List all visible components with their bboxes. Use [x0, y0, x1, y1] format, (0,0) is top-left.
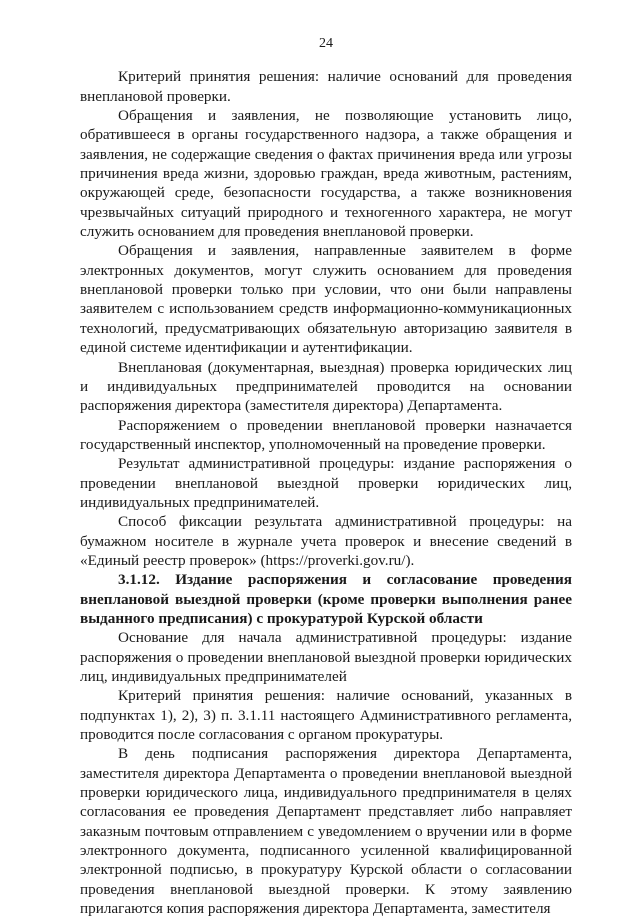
paragraph-procedure-result: Результат административной процедуры: издание распоряжения о проведении внеплановой выездной проверки юридических лиц, индивидуальных предпринимателей. [80, 455, 572, 511]
paragraph-anonymous-appeals: Обращения и заявления, не позволяющие установить лицо, обратившееся в органы государственного надзора, а также обращения и заявления, не содержащие сведения о фактах причинения вреда или угрозы причинения вреда жизни, здоровью граждан, вреда животным, растениям, окружающей среде, безопасности государства, а также возникновения чрезвычайных ситуаций природного и техногенного характера, не могут служить основанием для проведения внеплановой проверки. [80, 107, 572, 241]
section-heading: 3.1.12. Издание распоряжения и согласование проведения внеплановой выездной проверки (кроме проверки выполнения ранее выданного предписания) с прокуратурой Курской области [80, 571, 572, 627]
paragraph-decision-criterion: Критерий принятия решения: наличие оснований для проведения внеплановой проверки. [80, 68, 572, 105]
paragraph-decision-criterion-2: Критерий принятия решения: наличие оснований, указанных в подпунктах 1), 2), 3) п. 3.1.11 настоящего Административного регламента, проводится после согласования с органом прокуратуры. [80, 687, 572, 744]
paragraph-approval-submission: В день подписания распоряжения директора Департамента, заместителя директора Департамента о проведении внеплановой выездной проверки юридического лица, индивидуального предпринимателя в целях согласования ее проведения Департамент представляет либо направляет заказным почтовым отправлением с уведомлением о вручении или в форме электронного документа, подписанного усиленной квалифицированной электронной подписью, в прокуратуру Курской области о согласовании проведения внеплановой выездной проверки. К этому заявлению прилагаются копия распоряжения директора Департамента, заместителя [80, 745, 572, 918]
page-number: 24 [319, 36, 333, 51]
paragraph-inspector-appointment: Распоряжением о проведении внеплановой проверки назначается государственный инспектор, уполномоченный на проведение проверки. [80, 416, 572, 453]
paragraph-procedure-basis: Основание для начала административной процедуры: издание распоряжения о проведении внеплановой выездной проверки юридических лиц, индивидуальных предпринимателей [80, 629, 572, 685]
paragraph-unscheduled-inspection: Внеплановая (документарная, выездная) проверка юридических лиц и индивидуальных предпринимателей проводится на основании распоряжения директора (заместителя директора) Департамента. [80, 358, 572, 415]
paragraph-result-fixation: Способ фиксации результата административной процедуры: на бумажном носителе в журнале учета проверок и внесение сведений в «Единый реестр проверок» (https://proverki.gov.ru/). [80, 513, 572, 569]
paragraph-electronic-appeals: Обращения и заявления, направленные заявителем в форме электронных документов, могут служить основанием для проведения внеплановой проверки только при условии, что они были направлены заявителем с использованием средств информационно-коммуникационных технологий, предусматривающих обязательную авторизацию заявителя в единой системе идентификации и аутентификации. [80, 242, 572, 357]
